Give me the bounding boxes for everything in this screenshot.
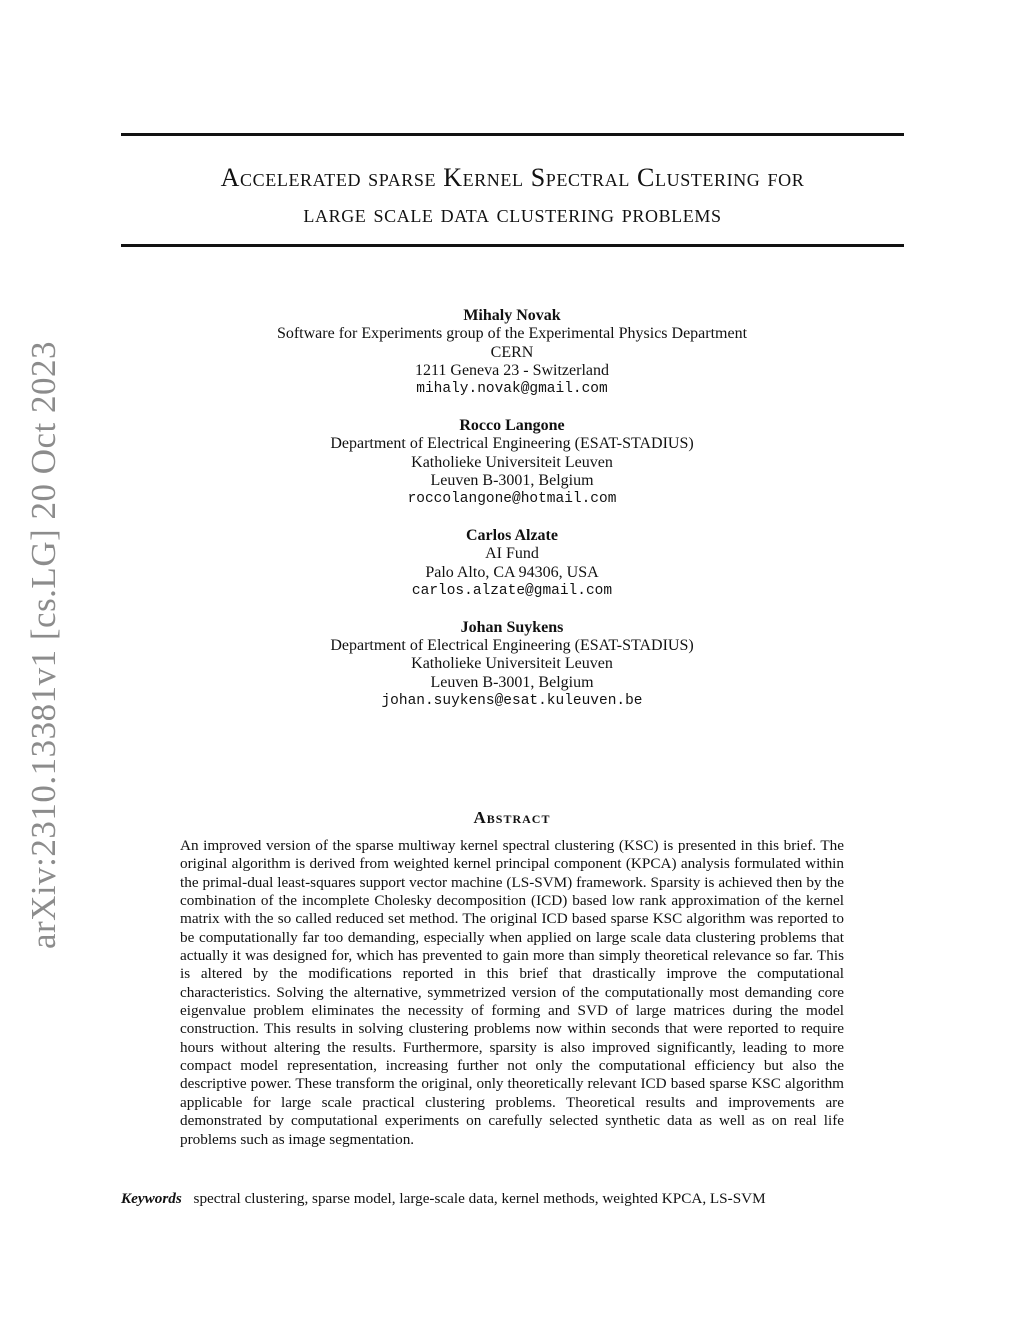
- author-affiliation-line: AI Fund: [485, 545, 539, 563]
- author-list: [180, 307, 844, 729]
- author-affiliation-line: Katholieke Universiteit Leuven: [411, 655, 613, 673]
- author-email: roccolangone@hotmail.com: [407, 491, 617, 508]
- author-affiliation-line: Software for Experiments group of the Experimental Physics Department: [276, 325, 748, 343]
- author-name: Johan Suykens: [460, 618, 564, 636]
- author-block: [180, 619, 844, 710]
- abstract-body: An improved version of the sparse multiway kernel spectral clustering (KSC) is presented in this brief. The original algorithm is derived from weighted kernel principal component (KPCA) analysis formulated within the primal-dual least-squares support vector machine (LS-SVM) framework. Sparsity is achieved then by the combination of the incomplete Cholesky decomposition (ICD) based low rank approximation of the kernel matrix with the so called reduced set method. The original ICD based sparse KSC algorithm was reported to be computationally far too demanding, especially when applied on large scale data clustering problems that actually it was designed for, which has prevented to gain more than simply theoretical relevance so far. This is altered by the modifications reported in this brief that drastically improve the computational characteristics. Solving the alternative, symmetrized version of the computationally most demanding core eigenvalue problem eliminates the necessity of forming and SVD of large matrices during the model construction. This results in solving clustering problems now within seconds that were reported to require hours without altering the results. Furthermore, sparsity is also improved significantly, leading to more compact model representation, increasing further not only the computational efficiency but also the descriptive power. These transform the original, only theoretically relevant ICD based sparse KSC algorithm applicable for large scale practical clustering problems. Theoretical results and improvements are demonstrated by computational experiments on carefully selected synthetic data as well as on real life problems such as image segmentation.: [180, 837, 844, 1148]
- author-email: carlos.alzate@gmail.com: [411, 582, 613, 599]
- author-name: Carlos Alzate: [466, 526, 558, 544]
- author-affiliation-line: 1211 Geneva 23 - Switzerland: [414, 361, 609, 379]
- author-email: johan.suykens@esat.kuleuven.be: [381, 692, 643, 709]
- abstract-heading: Abstract: [473, 808, 551, 827]
- author-affiliation-line: Department of Electrical Engineering (ESAT-STADIUS): [330, 636, 694, 654]
- author-affiliation-line: CERN: [490, 343, 534, 361]
- author-affiliation-line: Leuven B-3001, Belgium: [430, 673, 594, 691]
- keywords-text: spectral clustering, sparse model, large-scale data, kernel methods, weighted KPCA, LS-SVM: [193, 1190, 766, 1207]
- title-top-rule: [121, 133, 904, 136]
- author-affiliation-line: Palo Alto, CA 94306, USA: [425, 563, 599, 581]
- paper-title: [121, 160, 904, 232]
- author-email: mihaly.novak@gmail.com: [416, 381, 608, 398]
- author-affiliation-line: Leuven B-3001, Belgium: [430, 471, 594, 489]
- author-name: Rocco Langone: [459, 416, 565, 434]
- title-bottom-rule: [121, 244, 904, 247]
- author-block: [180, 527, 844, 600]
- keywords-line: [121, 1190, 904, 1208]
- arxiv-identifier-stamp: arXiv:2310.13381v1 [cs.LG] 20 Oct 2023: [24, 340, 63, 950]
- title-line-2: large scale data clustering problems: [303, 199, 722, 228]
- author-block: [180, 417, 844, 508]
- author-affiliation-line: Katholieke Universiteit Leuven: [411, 453, 613, 471]
- author-affiliation-line: Department of Electrical Engineering (ESAT-STADIUS): [330, 435, 694, 453]
- author-block: [180, 307, 844, 398]
- title-line-1: Accelerated sparse Kernel Spectral Clustering for: [220, 163, 805, 192]
- keywords-label: Keywords: [121, 1190, 182, 1207]
- author-name: Mihaly Novak: [463, 307, 561, 324]
